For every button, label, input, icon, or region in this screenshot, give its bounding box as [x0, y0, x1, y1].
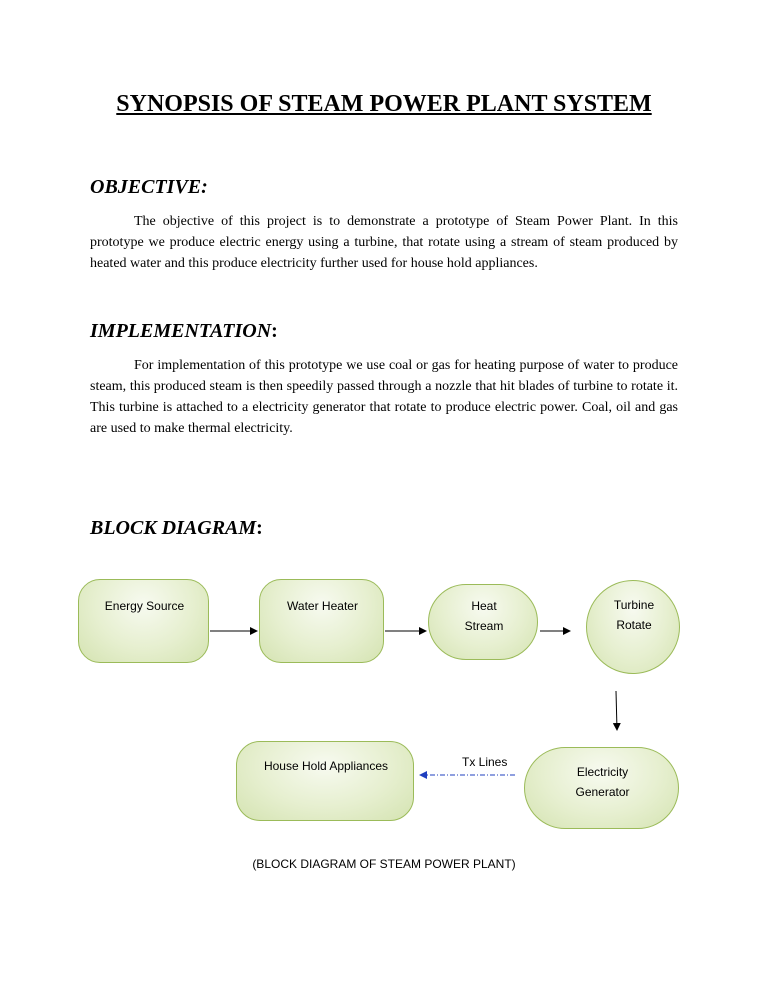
appliances-label: House Hold Appliances: [263, 759, 389, 773]
tx-lines-label: Tx Lines: [462, 755, 508, 769]
implementation-heading-colon: :: [271, 320, 278, 342]
electricity-generator-label-line1: Electricity: [576, 765, 629, 779]
electricity-generator-label-line2: Generator: [575, 785, 630, 799]
page-title: SYNOPSIS OF STEAM POWER PLANT SYSTEM: [116, 91, 652, 117]
implementation-heading-text: IMPLEMENTATION: [90, 320, 272, 342]
energy-source-label: Energy Source: [104, 599, 185, 613]
arrow-turbine-to-generator: [616, 691, 617, 730]
block-diagram-heading-text: BLOCK DIAGRAM: [90, 517, 257, 539]
implementation-paragraph: For implementation of this prototype we use coal or gas for heating purpose of water to produce steam, this produced steam is then speedily passed through a nozzle that hit blades of turbine to rotate it. This turbine is attached to a electricity generator that rotate to produce electric power. Coal, oil and gas are used to make thermal electricity.: [90, 358, 678, 436]
turbine-label-line1: Turbine: [613, 598, 655, 612]
objective-paragraph: The objective of this project is to demonstrate a prototype of Steam Power Plant. In this prototype we produce electric energy using a turbine, that rotate using a stream of steam produced by heated water and this produce electricity further used for house hold appliances.: [90, 214, 678, 271]
heat-stream-label-line2: Stream: [464, 619, 504, 633]
block-diagram-heading-colon: :: [256, 517, 263, 539]
heat-stream-label-line1: Heat: [471, 599, 497, 613]
turbine-label-line2: Rotate: [616, 618, 652, 632]
diagram-caption: (BLOCK DIAGRAM OF STEAM POWER PLANT): [252, 857, 516, 871]
objective-heading: OBJECTIVE:: [90, 176, 208, 198]
water-heater-label: Water Heater: [287, 599, 358, 613]
